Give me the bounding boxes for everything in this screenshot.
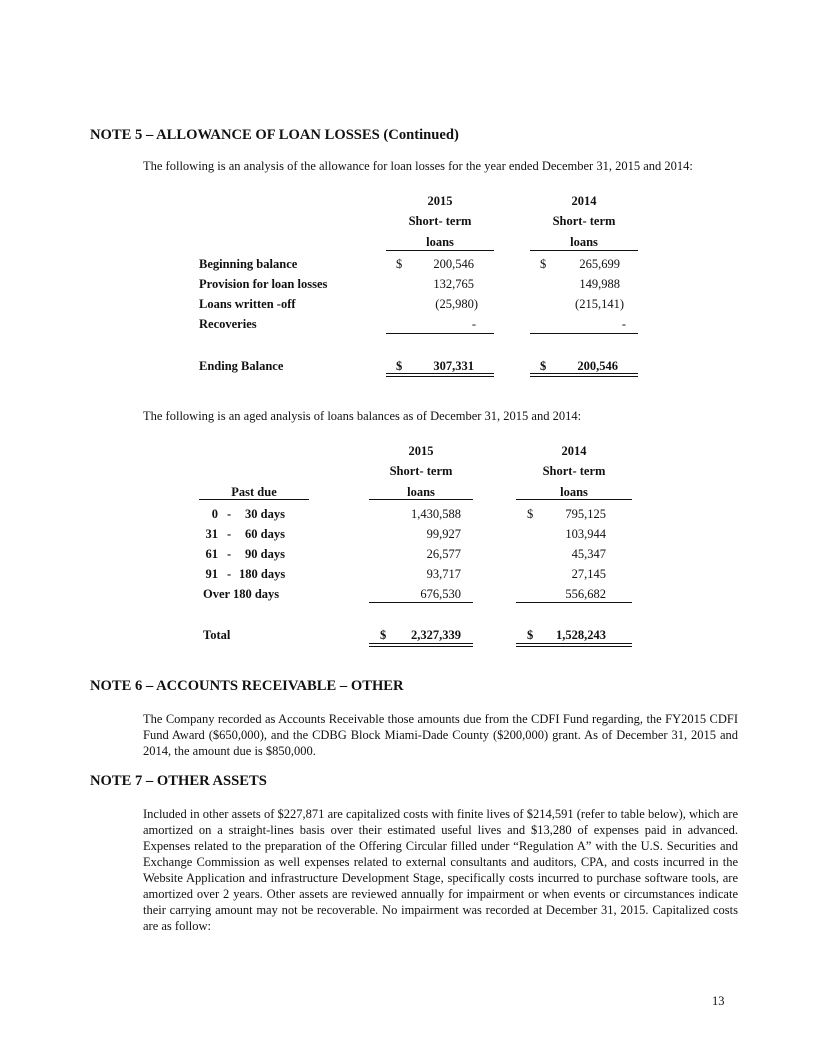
aged-row-to: 90 days (245, 547, 285, 561)
aged-value-2014: 103,944 (565, 527, 606, 541)
allowance-currency: $ (540, 257, 547, 271)
aged-value-2015: 93,717 (426, 567, 461, 581)
aged-value-2015: 676,530 (420, 587, 461, 601)
page-number: 13 (712, 994, 725, 1008)
aged-total-2014: 1,528,243 (556, 628, 606, 642)
allowance-value-2015: 132,765 (433, 277, 474, 291)
aged-total-currency: $ (527, 628, 534, 642)
allowance-total-currency: $ (540, 359, 547, 373)
aged-col-2014-sub1: Short- term (542, 464, 606, 478)
allowance-value-2014: 265,699 (579, 257, 620, 271)
aged-row-to: 180 days (239, 567, 286, 581)
aged-total-label: Total (203, 628, 231, 642)
allowance-row-label: Loans written -off (199, 297, 296, 311)
note7-heading: NOTE 7 – OTHER ASSETS (90, 773, 267, 789)
allowance-col-2014-sub1: Short- term (552, 214, 616, 228)
aged-row-label: Over 180 days (203, 587, 280, 601)
aged-past-due-header: Past due (231, 485, 277, 499)
aged-value-2014: 795,125 (565, 507, 606, 521)
aged-value-2014: 27,145 (571, 567, 606, 581)
aged-row-from: 0 (211, 507, 218, 521)
aged-col-2014-year: 2014 (561, 444, 587, 458)
allowance-row-label: Recoveries (199, 317, 257, 331)
allowance-total-currency: $ (396, 359, 403, 373)
aged-row-dash: - (227, 507, 232, 521)
allowance-col-2015-year: 2015 (427, 194, 453, 208)
aged-row-dash: - (227, 527, 232, 541)
allowance-value-2015: - (471, 317, 476, 331)
aged-row-from: 61 (205, 547, 218, 561)
aged-value-2014: 45,347 (571, 547, 606, 561)
allowance-col-2014-year: 2014 (571, 194, 597, 208)
allowance-total-label: Ending Balance (199, 359, 284, 373)
allowance-value-2015: 200,546 (433, 257, 474, 271)
aged-currency: $ (527, 507, 534, 521)
aged-row-to: 30 days (245, 507, 285, 521)
aged-subtotal-line-2014 (516, 602, 632, 603)
aged-row-to: 60 days (245, 527, 285, 541)
allowance-value-2014: - (621, 317, 626, 331)
aged-row-from: 91 (205, 567, 218, 581)
aged-past-due-underline (199, 499, 309, 500)
aged-total-double-underline-2014 (516, 643, 632, 647)
aged-subtotal-line-2015 (369, 602, 473, 603)
allowance-col-2015-sub1: Short- term (408, 214, 472, 228)
allowance-value-2014: (215,141) (575, 297, 624, 311)
aged-value-2015: 26,577 (426, 547, 461, 561)
note5-intro: The following is an analysis of the allowance for loan losses for the year ended December 31, 2015 and 2014: (143, 159, 693, 173)
note7-body: Included in other assets of $227,871 are capitalized costs with finite lives of $214,591 (refer to table below), which are amortized on a straight-lines basis over their estimated useful lives and $13,280 of expenses paid in advanced. Expenses related to the preparation of the Offering Circular filled under “Regulation A” with the U.S. Securities and Exchange Commission as well expenses related to external consultants and auditors, CPA, and costs incurred in the Website Application and infrastructure Development Stage, specifically costs incurred to purchase software tools, are amortized over 2 years. Other assets are reviewed annually for impairment or when events or circumstances indicate their carrying amount may not be recoverable. No impairment was recorded at December 31, 2015. Capitalized costs are as follow: (143, 807, 738, 933)
aged-col-2015-sub1: Short- term (389, 464, 453, 478)
aged-value-2014: 556,682 (565, 587, 606, 601)
note6-body: The Company recorded as Accounts Receivable those amounts due from the CDFI Fund regarding, the FY2015 CDFI Fund Award ($650,000), and the CDBG Block Miami-Dade County ($200,000) grant. As of December 31, 2015 and 2014, the amount due is $850,000. (143, 712, 738, 758)
aged-intro: The following is an aged analysis of loans balances as of December 31, 2015 and 2014: (143, 409, 582, 423)
allowance-col-2015-sub2: loans (426, 235, 454, 249)
aged-col-2014-sub2: loans (560, 485, 588, 499)
aged-row-from: 31 (205, 527, 218, 541)
allowance-currency: $ (396, 257, 403, 271)
aged-col-2015-sub2: loans (407, 485, 435, 499)
allowance-total-2014: 200,546 (577, 359, 618, 373)
allowance-col-2014-sub2: loans (570, 235, 598, 249)
note5-heading: NOTE 5 – ALLOWANCE OF LOAN LOSSES (Continued) (90, 127, 459, 143)
allowance-value-2014: 149,988 (579, 277, 620, 291)
aged-row-dash: - (227, 567, 232, 581)
note6-heading: NOTE 6 – ACCOUNTS RECEIVABLE – OTHER (90, 678, 404, 694)
allowance-total-2015: 307,331 (433, 359, 474, 373)
allowance-row-label: Beginning balance (199, 257, 298, 271)
aged-total-2015: 2,327,339 (411, 628, 461, 642)
aged-total-currency: $ (380, 628, 387, 642)
aged-col-2015-underline (369, 499, 473, 500)
aged-value-2015: 1,430,588 (411, 507, 461, 521)
aged-col-2015-year: 2015 (408, 444, 434, 458)
allowance-row-label: Provision for loan losses (199, 277, 328, 291)
aged-col-2014-underline (516, 499, 632, 500)
aged-value-2015: 99,927 (426, 527, 461, 541)
aged-total-double-underline-2015 (369, 643, 473, 647)
allowance-value-2015: (25,980) (435, 297, 478, 311)
aged-row-dash: - (227, 547, 232, 561)
